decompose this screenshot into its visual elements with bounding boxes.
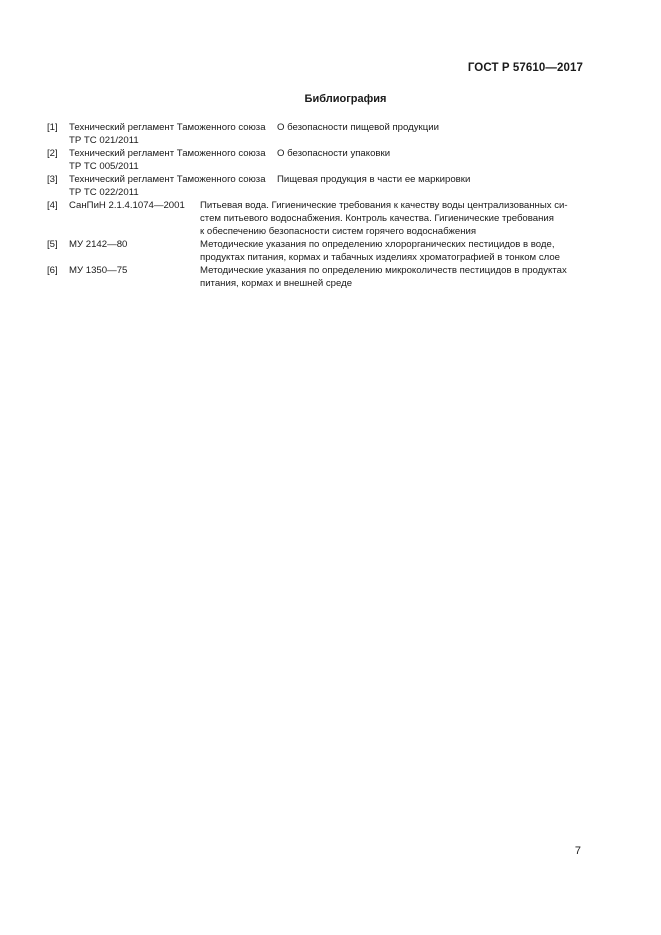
entry-source	[69, 199, 200, 238]
entry-description-line: продуктах питания, кормах и табачных изделиях хроматографией в тонком слое	[200, 252, 560, 263]
standard-code: ГОСТ Р 57610—2017	[467, 62, 583, 74]
entry-description	[277, 121, 587, 147]
bibliography-entry	[47, 121, 587, 147]
entry-description-line: Методические указания по определению хлорорганических пестицидов в воде,	[200, 239, 555, 250]
entry-source-line: ТР ТС 021/2011	[69, 135, 139, 146]
entry-description-line: Пищевая продукция в части ее маркировки	[277, 174, 471, 185]
entry-source-line: МУ 2142—80	[69, 239, 128, 250]
entry-source-line: Технический регламент Таможенного союза	[69, 148, 266, 159]
entry-source	[69, 121, 277, 147]
entry-source	[69, 147, 277, 173]
entry-source-line: Технический регламент Таможенного союза	[69, 122, 266, 133]
entry-description-line: Питьевая вода. Гигиенические требования к качеству воды централизованных си-	[200, 200, 568, 211]
entry-source-line: ТР ТС 005/2011	[69, 161, 139, 172]
entry-description	[277, 147, 587, 173]
entry-number: [4]	[47, 200, 58, 211]
entry-number: [6]	[47, 265, 58, 276]
entry-description-line: О безопасности упаковки	[277, 148, 391, 159]
entry-description	[277, 173, 587, 199]
page-number: 7	[574, 845, 581, 857]
bibliography-entry	[47, 264, 587, 290]
section-title: Библиография	[304, 93, 387, 105]
entry-number: [3]	[47, 174, 58, 185]
entry-description-line: стем питьевого водоснабжения. Контроль качества. Гигиенические требования	[200, 213, 554, 224]
bibliography-list	[47, 121, 587, 290]
bibliography-entry	[47, 199, 587, 238]
bibliography-entry	[47, 147, 587, 173]
entry-number: [2]	[47, 148, 58, 159]
bibliography-entry	[47, 238, 587, 264]
entry-source-line: Технический регламент Таможенного союза	[69, 174, 266, 185]
entry-source	[69, 264, 200, 290]
entry-source	[69, 238, 200, 264]
entry-source-line: ТР ТС 022/2011	[69, 187, 139, 198]
entry-source-line: МУ 1350—75	[69, 265, 128, 276]
entry-description	[200, 264, 587, 290]
entry-description-line: О безопасности пищевой продукции	[277, 122, 439, 133]
bibliography-entry	[47, 173, 587, 199]
entry-description-line: Методические указания по определению микроколичеств пестицидов в продуктах	[200, 265, 567, 276]
entry-number: [5]	[47, 239, 58, 250]
entry-source	[69, 173, 277, 199]
entry-description-line: к обеспечению безопасности систем горячего водоснабжения	[200, 226, 477, 237]
entry-description	[200, 238, 587, 264]
entry-source-line: СанПиН 2.1.4.1074—2001	[69, 200, 185, 211]
entry-description-line: питания, кормах и внешней среде	[200, 278, 353, 289]
entry-description	[200, 199, 587, 238]
entry-number: [1]	[47, 122, 58, 133]
